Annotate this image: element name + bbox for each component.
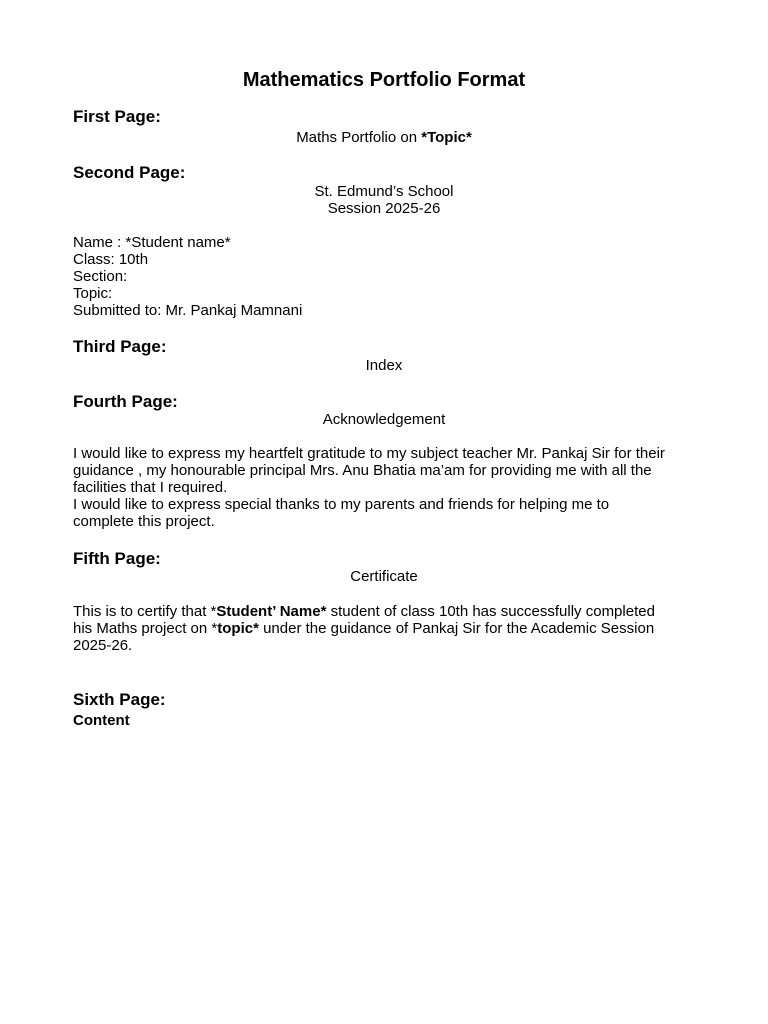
acknowledgement-paragraph [73, 445, 695, 530]
ack-line: I would like to express special thanks to my parents and friends for helping me to [73, 496, 610, 513]
certificate-paragraph [73, 603, 695, 654]
detail-class: Class: 10th [73, 251, 149, 268]
cert-line-3: 2025-26. [73, 637, 133, 654]
first-page-line [73, 129, 695, 146]
ack-line: facilities that I required. [73, 479, 228, 496]
student-details [73, 234, 695, 319]
cert-text: his Maths project on * [73, 620, 218, 637]
index-label: Index [365, 357, 403, 374]
fourth-page-heading: Fourth Page: [73, 392, 178, 411]
detail-topic: Topic: [73, 285, 113, 302]
acknowledgement-label: Acknowledgement [322, 411, 446, 428]
second-page-heading: Second Page: [73, 163, 186, 182]
session-line: Session 2025-26 [327, 200, 441, 217]
first-page-line-prefix: Maths Portfolio on [296, 129, 422, 146]
cert-text: student of class 10th has successfully completed [326, 603, 655, 620]
fifth-page-heading: Fifth Page: [73, 549, 161, 568]
cert-topic: topic* [217, 620, 259, 637]
cert-text: under the guidance of Pankaj Sir for the Academic Session [258, 620, 655, 637]
ack-line: I would like to express my heartfelt gratitude to my subject teacher Mr. Pankaj Sir for their [73, 445, 665, 462]
detail-name: Name : *Student name* [73, 234, 231, 251]
cert-student-name: Student’ Name* [216, 603, 327, 620]
school-name: St. Edmund’s School [314, 183, 454, 200]
document-title: Mathematics Portfolio Format [242, 69, 526, 91]
cert-line-2 [73, 620, 695, 637]
ack-line: complete this project. [73, 513, 215, 530]
first-page-topic: *Topic* [421, 129, 472, 146]
cert-line-1 [73, 603, 695, 620]
cert-text: This is to certify that * [73, 603, 217, 620]
certificate-label: Certificate [350, 568, 418, 585]
sixth-page-heading: Sixth Page: [73, 690, 166, 709]
content-label: Content [73, 712, 130, 729]
first-page-heading: First Page: [73, 107, 161, 126]
ack-line: guidance , my honourable principal Mrs. Anu Bhatia ma’am for providing me with all the [73, 462, 652, 479]
detail-submitted-to: Submitted to: Mr. Pankaj Mamnani [73, 302, 303, 319]
detail-section: Section: [73, 268, 128, 285]
third-page-heading: Third Page: [73, 337, 167, 356]
